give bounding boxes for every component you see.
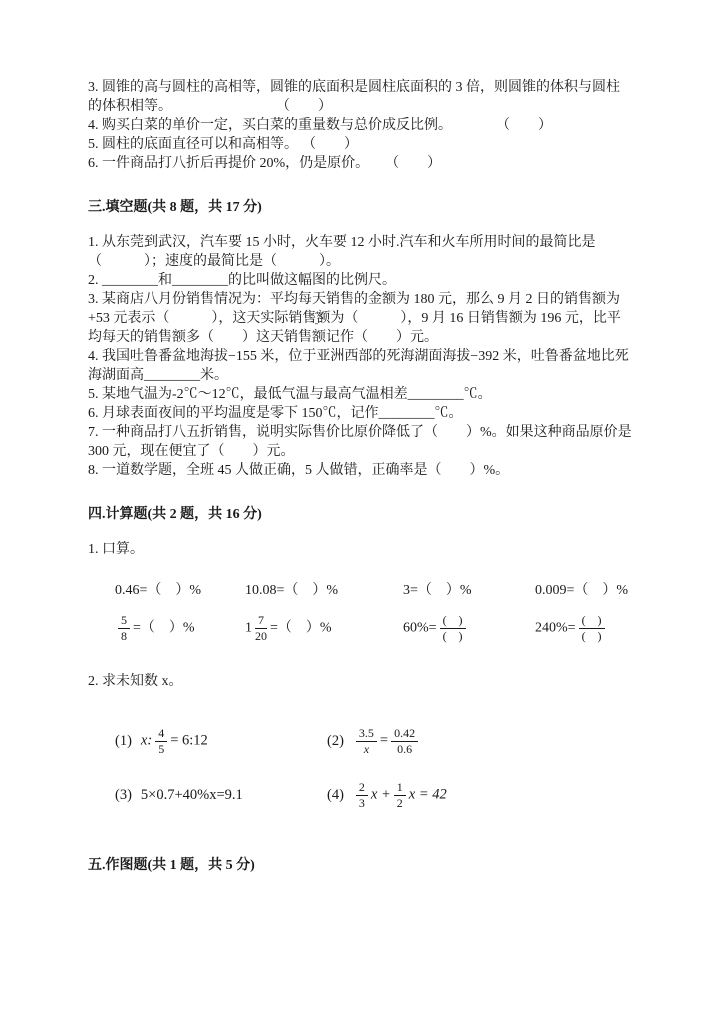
equation-label: (3) xyxy=(115,786,132,803)
fraction-numerator: ( ) xyxy=(440,614,466,629)
judge-item xyxy=(88,78,632,116)
fraction-denominator: x xyxy=(363,741,370,756)
fill-item: 8. 一道数学题，全班 45 人做正确，5 人做错，正确率是（ ）%。 xyxy=(88,463,510,478)
fraction-numerator: 4 xyxy=(155,727,167,742)
solve-x-label: 2. 求未知数 x。 xyxy=(88,674,183,690)
calc-prefix: 60%= xyxy=(403,620,437,636)
oral-calc-item: 0.46=（ ）% xyxy=(115,583,202,598)
judge-item-text: 5. 圆柱的底面直径可以和高相等。 xyxy=(88,137,298,152)
equation-row-1 xyxy=(88,727,632,755)
oral-calc-item: 0.009=（ ）% xyxy=(535,583,629,598)
fraction xyxy=(118,614,130,642)
oral-calc-row-2 xyxy=(88,614,632,642)
oral-calc-item: 10.08=（ ）% xyxy=(245,583,339,598)
fraction xyxy=(356,727,377,755)
equation-term: 5×0.7+40%x=9.1 xyxy=(140,786,243,803)
mixed-number-whole: 1 xyxy=(245,620,252,636)
answer-blank: （ ） xyxy=(496,118,552,133)
equation-3 xyxy=(115,786,327,805)
fraction-denominator: 20 xyxy=(255,628,267,643)
oral-calc-item: 3=（ ）% xyxy=(403,583,472,598)
fraction-denominator: 0.6 xyxy=(397,741,413,756)
oral-calc-label: 1. 口算。 xyxy=(88,542,144,557)
equation-1 xyxy=(115,727,327,755)
fraction-numerator: ( ) xyxy=(579,614,605,629)
equation-term: x + xyxy=(370,786,391,803)
fraction-numerator: 0.42 xyxy=(391,727,418,742)
equation-label: (4) xyxy=(327,786,344,803)
judge-item-text: 3. 圆锥的高与圆柱的高相等，圆锥的底面积是圆柱底面积的 3 倍，则圆锥的体积与圆柱的体积相等。 xyxy=(88,80,620,114)
equation-label: (2) xyxy=(327,732,344,749)
equation-term: x = 42 xyxy=(408,786,447,803)
fraction-denominator: 2 xyxy=(396,795,403,810)
judge-item xyxy=(88,154,632,173)
calc-suffix: =（ ）% xyxy=(133,620,195,636)
fraction-numerator: 3.5 xyxy=(356,727,377,742)
answer-blank: （ ） xyxy=(385,156,442,171)
fill-item: 2. ________和________的比叫做这幅图的比例尺。 xyxy=(88,273,396,288)
equation-4 xyxy=(327,781,632,809)
draw-section-title: 五.作图题(共 1 题，共 5 分) xyxy=(88,857,255,873)
oral-calc-item xyxy=(115,614,245,642)
fill-section xyxy=(88,233,632,480)
calc-suffix: =（ ）% xyxy=(270,620,332,636)
calc-prefix: 240%= xyxy=(535,620,576,636)
fill-item: 3. 某商店八月份销售情况为：平均每天销售的金额为 180 元，那么 9 月 2 日的销售额为+53 元表示（ ），这天实际销售҈额为（ ），9 月 16 日销售额为 196 元，比平均每天的销售额多（ ）这天销售额记作（ ）元。 xyxy=(88,292,621,345)
answer-blank: （ ） xyxy=(302,137,358,152)
fraction xyxy=(255,614,267,642)
fraction-numerator: 5 xyxy=(118,614,130,629)
fraction xyxy=(391,727,418,755)
fill-item: 7. 一种商品打八五折销售，说明实际售价比原价降低了（ ）%。如果这种商品原价是 300 元，现在便宜了（ ）元。 xyxy=(88,425,632,459)
equation-label: (1) xyxy=(115,732,132,749)
fraction-denominator: ( ) xyxy=(442,628,463,643)
fraction-denominator: 5 xyxy=(158,741,165,756)
oral-calc-row-1 xyxy=(88,581,632,600)
equation-2 xyxy=(327,727,632,755)
judge-item-text: 6. 一件商品打八折后再提价 20%，仍是原价。 xyxy=(88,156,370,171)
fill-item: 1. 从东莞到武汉，汽车要 15 小时，火车要 12 小时.汽车和火车所用时间的最简比是（ ）；速度的最简比是（ ）。 xyxy=(88,235,596,269)
fraction-numerator: 2 xyxy=(356,781,368,796)
judge-item-text: 4. 购买白菜的单价一定，买白菜的重量数与总价成反比例。 xyxy=(88,118,452,133)
fill-item: 4. 我国吐鲁番盆地海拔−155 米，位于亚洲西部的死海湖面海拔−392 米，吐鲁番盆地比死海湖面高________米。 xyxy=(88,349,629,383)
judge-item xyxy=(88,135,632,154)
fraction-denominator: ( ) xyxy=(581,628,602,643)
equals-sign: = xyxy=(379,732,389,749)
fraction-denominator: 8 xyxy=(121,628,127,643)
equation-term: x: xyxy=(140,732,153,749)
equation-term: = 6:12 xyxy=(170,732,208,749)
fraction-denominator: 3 xyxy=(358,795,365,810)
judge-item xyxy=(88,116,632,135)
fraction-numerator: 7 xyxy=(255,614,267,629)
fraction xyxy=(356,781,368,809)
fraction xyxy=(155,727,167,755)
judge-section xyxy=(88,78,632,173)
calc-section-title: 四.计算题(共 2 题，共 16 分) xyxy=(88,507,262,522)
fraction-numerator: 1 xyxy=(394,781,406,796)
fraction xyxy=(440,614,466,642)
fill-section-title: 三.填空题(共 8 题，共 17 分) xyxy=(88,200,262,215)
fill-item: 6. 月球表面夜间的平均温度是零下 150℃，记作________℃。 xyxy=(88,406,463,421)
fraction xyxy=(579,614,605,642)
oral-calc-item xyxy=(245,614,403,642)
oral-calc-item xyxy=(535,614,632,642)
oral-calc-item xyxy=(403,614,535,642)
fraction xyxy=(394,781,406,809)
answer-blank: （ ） xyxy=(276,99,332,114)
fill-item: 5. 某地气温为-2℃～12℃，最低气温与最高气温相差________℃。 xyxy=(88,387,492,402)
equation-row-2 xyxy=(88,781,632,809)
